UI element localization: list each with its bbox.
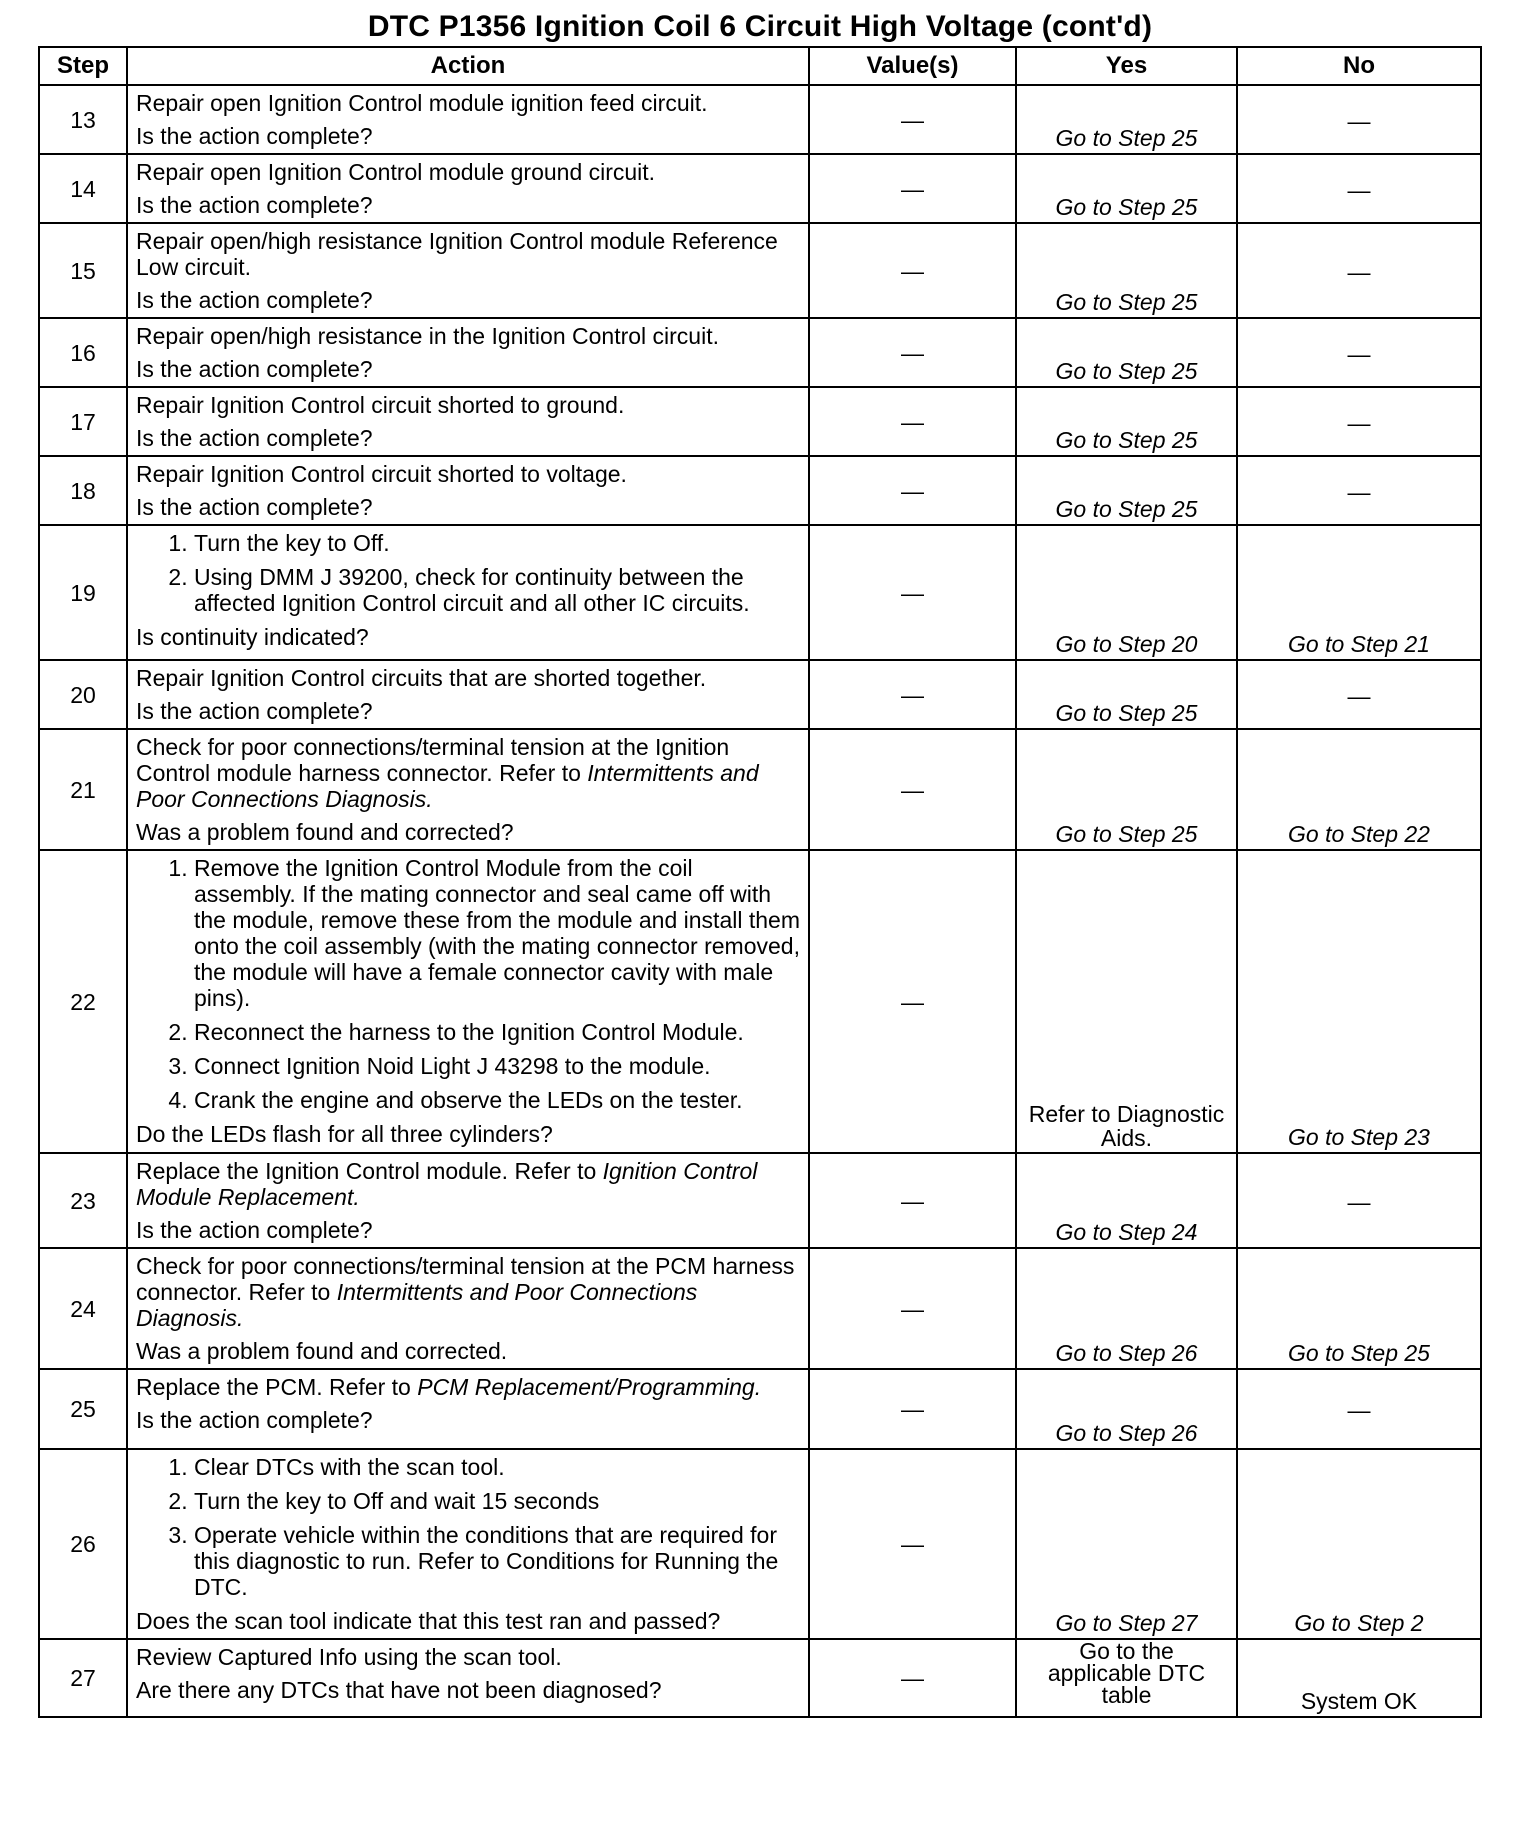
step-number: 16	[39, 318, 127, 387]
action-question: Is the action complete?	[136, 356, 373, 382]
value-cell: —	[809, 660, 1016, 729]
yes-cell: Go to Step 24	[1016, 1153, 1237, 1248]
value-cell: —	[809, 729, 1016, 850]
reference-link: PCM Replacement/Programming.	[417, 1374, 762, 1400]
table-row	[39, 318, 1481, 387]
table-row	[39, 525, 1481, 660]
action-cell	[127, 387, 809, 456]
action-instruction: Repair Ignition Control circuit shorted to voltage.	[136, 461, 627, 487]
no-cell: —	[1237, 660, 1481, 729]
action-question: Is the action complete?	[136, 192, 373, 218]
action-instruction: Repair Ignition Control circuit shorted to ground.	[136, 392, 625, 418]
no-cell: —	[1237, 223, 1481, 318]
value-cell: —	[809, 85, 1016, 154]
action-cell	[127, 525, 809, 660]
action-text	[136, 392, 800, 418]
action-question: Is the action complete?	[136, 1217, 373, 1243]
action-step-item: 1. Remove the Ignition Control Module from the coil assembly. If the mating connector and seal came off with the module, remove these from the module and install them onto the coil assembly (with the mating connector removed, the module will have a female connector cavity with male pins).	[194, 855, 800, 1011]
value-cell: —	[809, 525, 1016, 660]
action-instruction: Repair open Ignition Control module ground circuit.	[136, 159, 656, 185]
yes-cell: Go to Step 25	[1016, 729, 1237, 850]
yes-cell: Go to Step 25	[1016, 223, 1237, 318]
step-number: 14	[39, 154, 127, 223]
value-cell: —	[809, 850, 1016, 1153]
step-number: 20	[39, 660, 127, 729]
diagnostic-table	[38, 46, 1482, 1718]
action-instruction: Check for poor connections/terminal tension at the Ignition Control module harness connector. Refer to	[136, 734, 730, 786]
action-steps-list	[136, 530, 800, 616]
value-cell: —	[809, 1449, 1016, 1639]
yes-cell: Go to Step 27	[1016, 1449, 1237, 1639]
header-values: Value(s)	[809, 47, 1016, 85]
yes-cell: Go to the applicable DTC table	[1016, 1639, 1237, 1717]
step-number: 23	[39, 1153, 127, 1248]
no-cell: —	[1237, 154, 1481, 223]
action-text	[136, 1644, 800, 1670]
reference-link: Ignition Control Module Replacement.	[136, 1158, 758, 1210]
yes-cell: Go to Step 26	[1016, 1369, 1237, 1449]
header-no: No	[1237, 47, 1481, 85]
action-text	[136, 90, 800, 116]
action-question: Is the action complete?	[136, 123, 373, 149]
action-step-item: 2. Turn the key to Off and wait 15 seconds	[194, 1488, 800, 1514]
step-number: 24	[39, 1248, 127, 1369]
yes-cell: Go to Step 20	[1016, 525, 1237, 660]
action-question: Does the scan tool indicate that this test ran and passed?	[136, 1608, 721, 1634]
action-cell	[127, 1153, 809, 1248]
step-number: 19	[39, 525, 127, 660]
header-action: Action	[127, 47, 809, 85]
action-cell	[127, 1248, 809, 1369]
action-text	[136, 1253, 800, 1331]
value-cell: —	[809, 1153, 1016, 1248]
reference-link: Intermittents and Poor Connections Diagnosis.	[136, 1279, 698, 1331]
action-cell	[127, 850, 809, 1153]
no-cell: Go to Step 25	[1237, 1248, 1481, 1369]
action-cell	[127, 318, 809, 387]
step-number: 17	[39, 387, 127, 456]
action-instruction: Replace the PCM. Refer to	[136, 1374, 411, 1400]
action-step-item: 1. Turn the key to Off.	[194, 530, 800, 556]
yes-cell: Go to Step 26	[1016, 1248, 1237, 1369]
action-cell	[127, 1449, 809, 1639]
page-title: DTC P1356 Ignition Coil 6 Circuit High Voltage (cont'd)	[367, 10, 1153, 43]
action-step-item: 2. Reconnect the harness to the Ignition Control Module.	[194, 1019, 800, 1045]
value-cell: —	[809, 456, 1016, 525]
step-number: 15	[39, 223, 127, 318]
no-cell: —	[1237, 1153, 1481, 1248]
action-text	[136, 1374, 800, 1400]
action-step-item: 4. Crank the engine and observe the LEDs on the tester.	[194, 1087, 800, 1113]
no-cell: —	[1237, 1369, 1481, 1449]
step-number: 27	[39, 1639, 127, 1717]
action-cell	[127, 1639, 809, 1717]
value-cell: —	[809, 154, 1016, 223]
value-cell: —	[809, 1248, 1016, 1369]
step-number: 26	[39, 1449, 127, 1639]
table-row	[39, 1248, 1481, 1369]
header-step: Step	[39, 47, 127, 85]
action-text	[136, 665, 800, 691]
action-question: Was a problem found and corrected?	[136, 819, 514, 845]
table-body	[39, 85, 1481, 1717]
action-step-item: 1. Clear DTCs with the scan tool.	[194, 1454, 800, 1480]
action-text	[136, 228, 800, 280]
table-row	[39, 1639, 1481, 1717]
action-instruction: Repair open/high resistance Ignition Control module Reference Low circuit.	[136, 228, 778, 280]
action-question: Is the action complete?	[136, 425, 373, 451]
action-question: Was a problem found and corrected.	[136, 1338, 508, 1364]
yes-cell: Go to Step 25	[1016, 456, 1237, 525]
action-step-item: 2. Using DMM J 39200, check for continuity between the affected Ignition Control circuit and all other IC circuits.	[194, 564, 800, 616]
action-instruction: Replace the Ignition Control module. Refer to	[136, 1158, 597, 1184]
action-question: Is continuity indicated?	[136, 624, 369, 650]
table-row	[39, 729, 1481, 850]
action-step-item: 3. Operate vehicle within the conditions that are required for this diagnostic to run. Refer to Conditions for Running the DTC.	[194, 1522, 800, 1600]
no-cell: —	[1237, 387, 1481, 456]
action-question: Is the action complete?	[136, 1407, 373, 1433]
action-instruction: Repair open/high resistance in the Ignition Control circuit.	[136, 323, 719, 349]
action-cell	[127, 154, 809, 223]
action-question: Are there any DTCs that have not been diagnosed?	[136, 1677, 662, 1703]
table-row	[39, 850, 1481, 1153]
action-text	[136, 323, 800, 349]
action-question: Is the action complete?	[136, 494, 373, 520]
action-instruction: Repair open Ignition Control module ignition feed circuit.	[136, 90, 708, 116]
no-cell: Go to Step 22	[1237, 729, 1481, 850]
no-cell: Go to Step 2	[1237, 1449, 1481, 1639]
table-row	[39, 1449, 1481, 1639]
table-row	[39, 387, 1481, 456]
action-instruction: Check for poor connections/terminal tension at the PCM harness connector. Refer to	[136, 1253, 795, 1305]
action-text	[136, 1158, 800, 1210]
step-number: 21	[39, 729, 127, 850]
action-cell	[127, 660, 809, 729]
table-row	[39, 223, 1481, 318]
action-steps-list	[136, 855, 800, 1113]
action-steps-list	[136, 1454, 800, 1600]
value-cell: —	[809, 1369, 1016, 1449]
table-row	[39, 660, 1481, 729]
table-header-row	[39, 47, 1481, 85]
action-text	[136, 159, 800, 185]
no-cell: —	[1237, 456, 1481, 525]
no-cell: Go to Step 21	[1237, 525, 1481, 660]
value-cell: —	[809, 387, 1016, 456]
action-question: Is the action complete?	[136, 287, 373, 313]
no-cell: —	[1237, 318, 1481, 387]
table-row	[39, 1369, 1481, 1449]
value-cell: —	[809, 1639, 1016, 1717]
yes-cell: Go to Step 25	[1016, 318, 1237, 387]
action-question: Do the LEDs flash for all three cylinders?	[136, 1121, 553, 1147]
no-cell: Go to Step 23	[1237, 850, 1481, 1153]
action-cell	[127, 85, 809, 154]
yes-cell: Go to Step 25	[1016, 660, 1237, 729]
action-instruction: Repair Ignition Control circuits that are shorted together.	[136, 665, 707, 691]
action-cell	[127, 456, 809, 525]
action-cell	[127, 223, 809, 318]
no-cell: —	[1237, 85, 1481, 154]
yes-cell: Go to Step 25	[1016, 154, 1237, 223]
step-number: 13	[39, 85, 127, 154]
yes-cell: Refer to Diagnostic Aids.	[1016, 850, 1237, 1153]
step-number: 22	[39, 850, 127, 1153]
action-cell	[127, 1369, 809, 1449]
yes-cell: Go to Step 25	[1016, 85, 1237, 154]
action-step-item: 3. Connect Ignition Noid Light J 43298 to the module.	[194, 1053, 800, 1079]
table-row	[39, 456, 1481, 525]
yes-cell: Go to Step 25	[1016, 387, 1237, 456]
reference-link: Intermittents and Poor Connections Diagnosis.	[136, 760, 759, 812]
table-row	[39, 85, 1481, 154]
value-cell: —	[809, 223, 1016, 318]
no-cell: System OK	[1237, 1639, 1481, 1717]
table-row	[39, 154, 1481, 223]
value-cell: —	[809, 318, 1016, 387]
action-instruction: Review Captured Info using the scan tool.	[136, 1644, 562, 1670]
action-text	[136, 461, 800, 487]
header-yes: Yes	[1016, 47, 1237, 85]
action-question: Is the action complete?	[136, 698, 373, 724]
step-number: 25	[39, 1369, 127, 1449]
step-number: 18	[39, 456, 127, 525]
table-row	[39, 1153, 1481, 1248]
action-text	[136, 734, 800, 812]
action-cell	[127, 729, 809, 850]
